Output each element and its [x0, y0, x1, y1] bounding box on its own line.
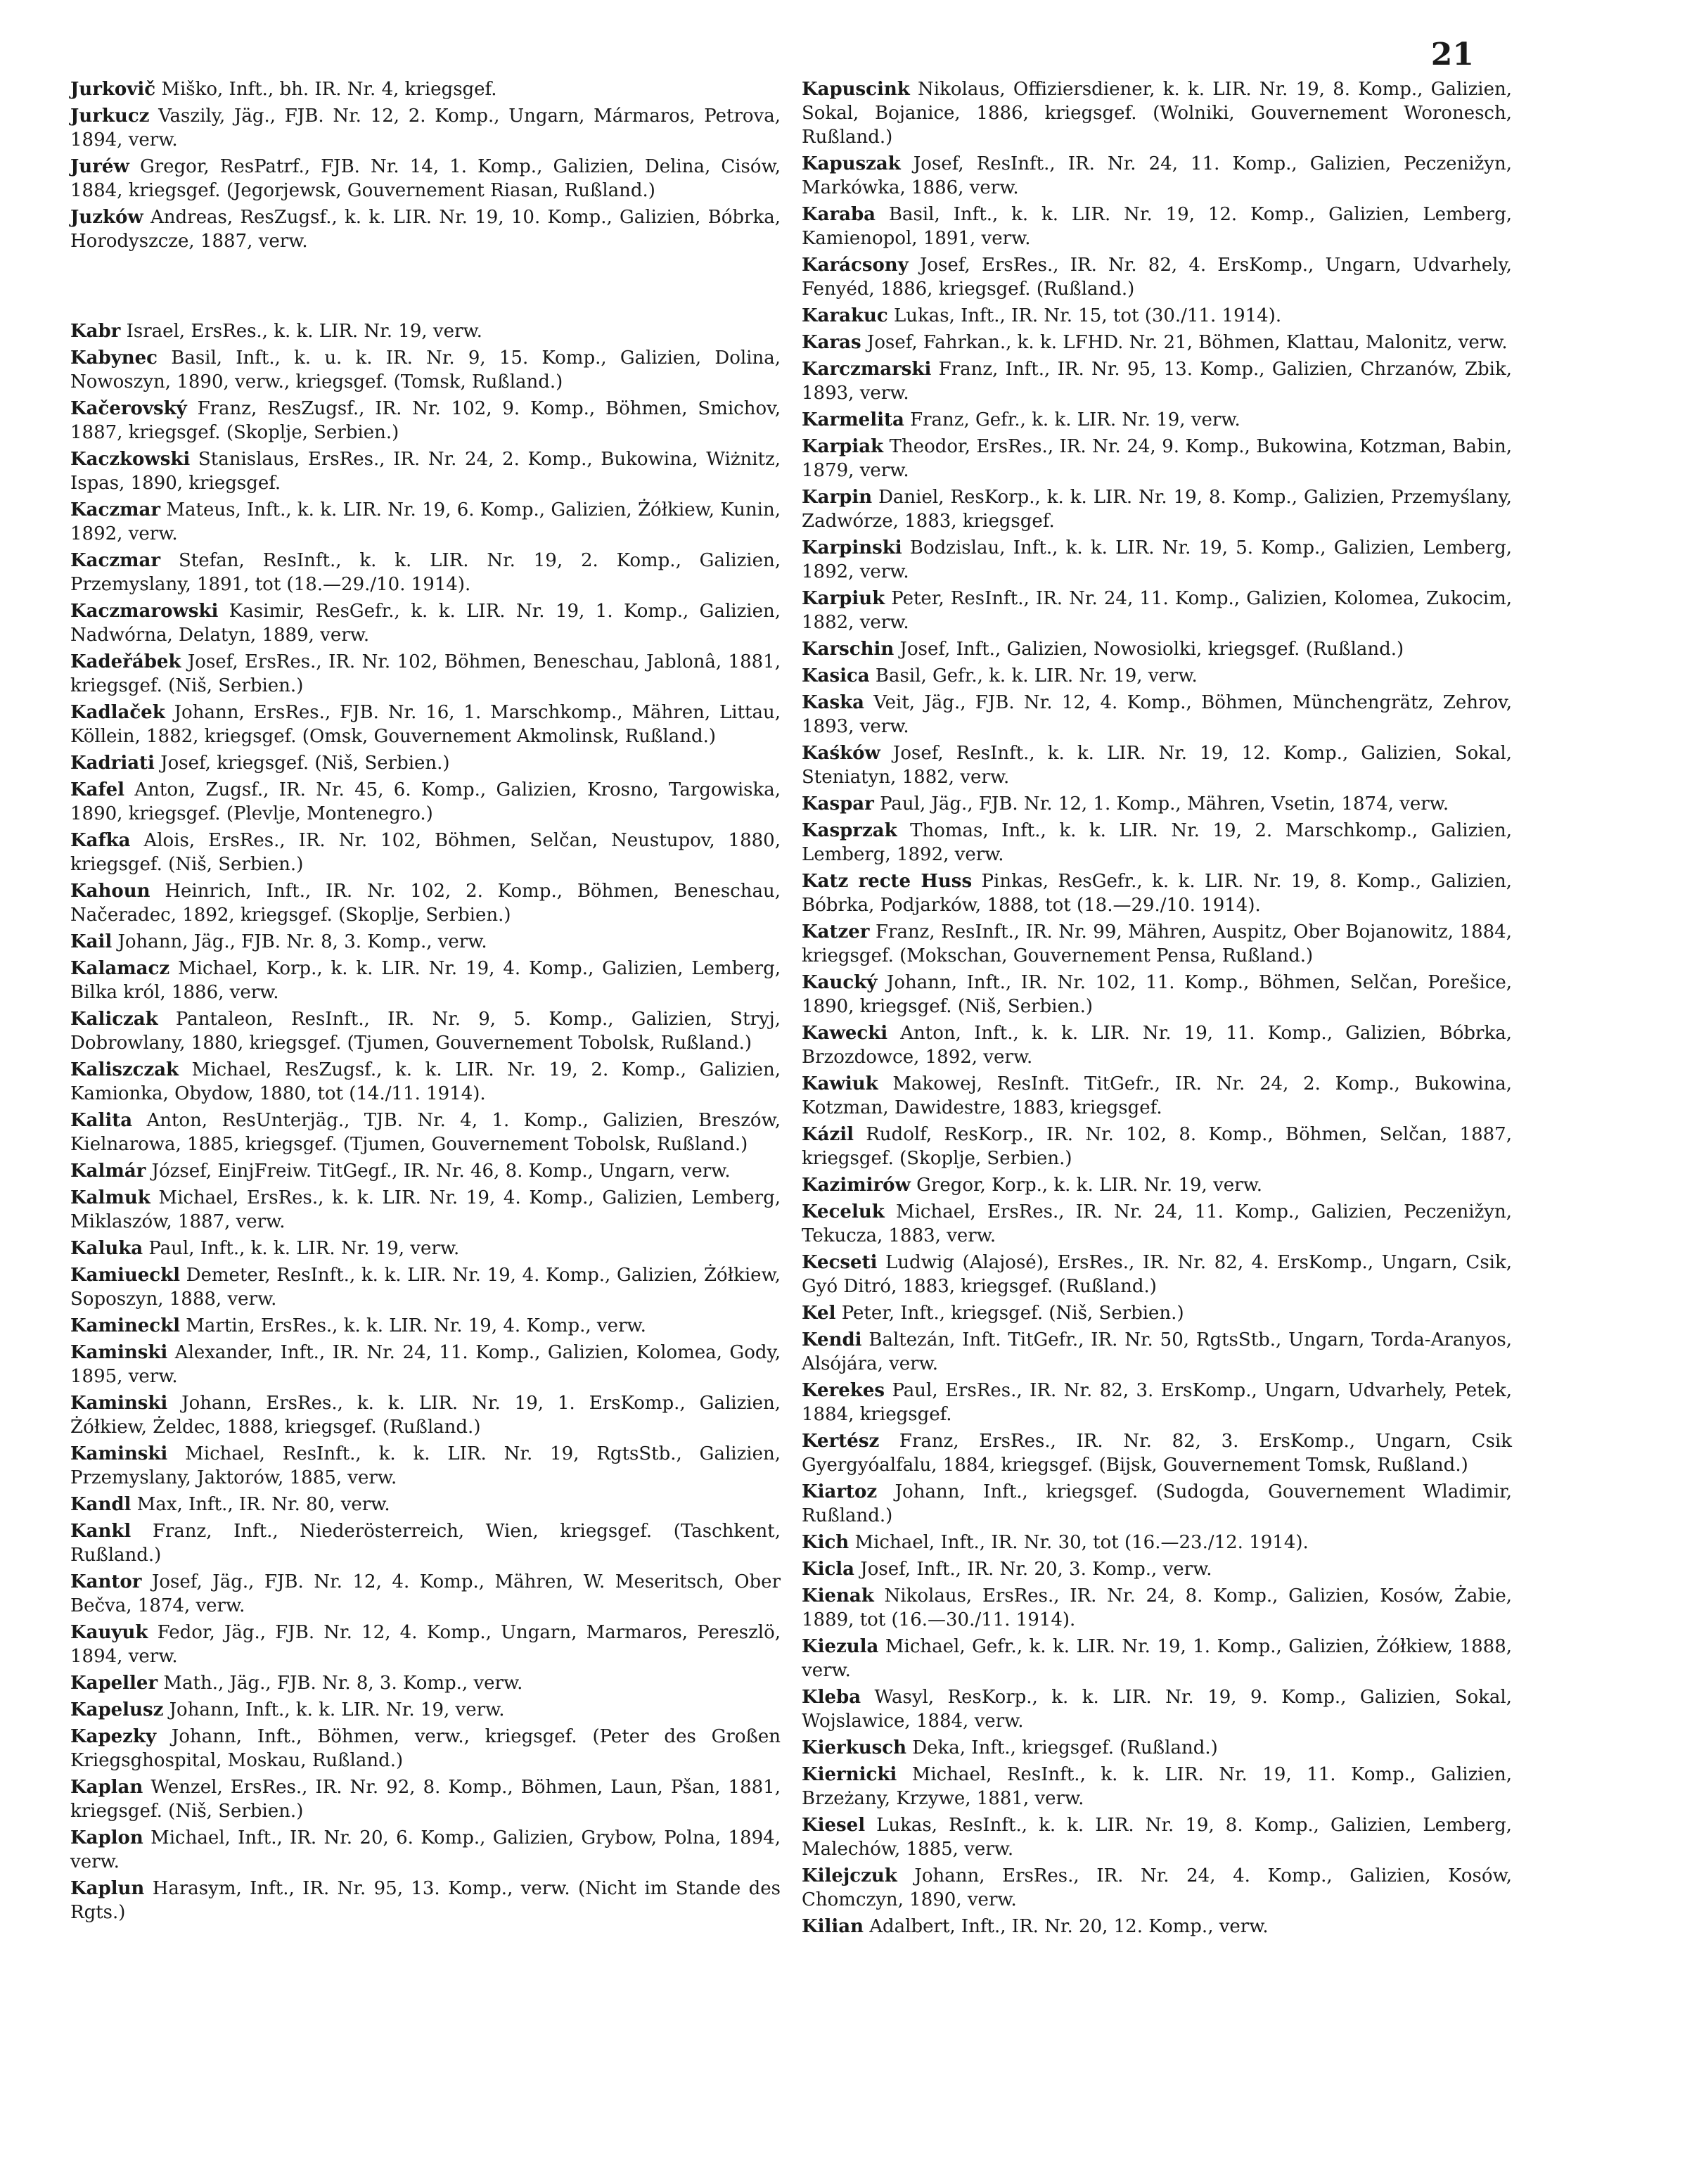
entry-surname: Karpin — [802, 487, 873, 508]
entry-surname: Kabynec — [70, 347, 158, 369]
entry-surname: Kawiuk — [802, 1073, 878, 1094]
register-entry — [70, 77, 781, 101]
entry-details: Israel, ErsRes., k. k. LIR. Nr. 19, verw. — [120, 321, 482, 342]
register-entry — [70, 1058, 781, 1106]
entry-details: Peter, Inft., kriegsgef. (Niš, Serbien.) — [835, 1303, 1184, 1324]
entry-details: Pinkas, ResGefr., k. k. LIR. Nr. 19, 8. Komp., Galizien, Bóbrka, Podjarków, 1888, tot (18.—29./10. 1914). — [802, 871, 1512, 916]
entry-surname: Kafel — [70, 779, 125, 800]
entry-surname: Katzer — [802, 921, 870, 943]
entry-details: Michael, ResZugsf., k. k. LIR. Nr. 19, 2. Komp., Galizien, Kamionka, Obydow, 1880, tot (14./11. 1914). — [70, 1059, 781, 1104]
register-entry — [70, 1391, 781, 1439]
entry-details: Johann, ErsRes., IR. Nr. 24, 4. Komp., Galizien, Kosów, Chomczyn, 1890, verw. — [802, 1865, 1512, 1910]
entry-details: Paul, Jäg., FJB. Nr. 12, 1. Komp., Mähren, Vsetin, 1874, verw. — [873, 793, 1449, 815]
register-entry — [70, 1314, 781, 1338]
entry-details: Michael, ErsRes., IR. Nr. 24, 11. Komp., Galizien, Peczenižyn, Tekucza, 1883, verw. — [802, 1201, 1512, 1246]
page-number: 21 — [1430, 37, 1474, 72]
section-gap — [70, 256, 781, 319]
entry-details: Deka, Inft., kriegsgef. (Rußland.) — [906, 1737, 1218, 1758]
entry-surname: Kalmár — [70, 1161, 146, 1182]
entry-surname: Kaminski — [70, 1393, 168, 1414]
entry-surname: Kaczmarowski — [70, 601, 219, 622]
entry-details: Franz, Inft., Niederösterreich, Wien, kriegsgef. (Taschkent, Rußland.) — [70, 1521, 781, 1566]
entry-details: Gregor, ResPatrf., FJB. Nr. 14, 1. Komp., Galizien, Delina, Cisów, 1884, kriegsgef. (Jegorjewsk, Gouvernement Riasan, Rußland.) — [70, 156, 781, 201]
entry-surname: Karakuc — [802, 305, 888, 326]
register-entry — [802, 1173, 1512, 1197]
register-entry — [802, 637, 1512, 661]
entry-details: Baltezán, Inft. TitGefr., IR. Nr. 50, RgtsStb., Ungarn, Torda-Aranyos, Alsójára, verw. — [802, 1329, 1512, 1374]
entry-surname: Kaucký — [802, 972, 878, 993]
entry-details: Franz, Gefr., k. k. LIR. Nr. 19, verw. — [904, 409, 1240, 430]
entry-surname: Kaczmar — [70, 499, 161, 521]
entry-surname: Kalamacz — [70, 958, 170, 979]
entry-details: Lukas, ResInft., k. k. LIR. Nr. 19, 8. Komp., Galizien, Lemberg, Malechów, 1885, verw. — [802, 1815, 1512, 1860]
register-entry — [802, 485, 1512, 533]
register-entry — [70, 1698, 781, 1722]
entry-details: Anton, Zugsf., IR. Nr. 45, 6. Komp., Galizien, Krosno, Targowiska, 1890, kriegsgef. (Plevlje, Montenegro.) — [70, 779, 781, 824]
entry-details: Josef, Inft., Galizien, Nowosiolki, kriegsgef. (Rußland.) — [894, 639, 1404, 660]
entry-details: Heinrich, Inft., IR. Nr. 102, 2. Komp., Böhmen, Beneschau, Načeradec, 1892, kriegsgef. (Skoplje, Serbien.) — [70, 881, 781, 926]
entry-surname: Jurkucz — [70, 106, 150, 127]
register-entry — [70, 1341, 781, 1388]
register-entry — [70, 1493, 781, 1516]
entry-surname: Kasica — [802, 665, 870, 687]
entry-surname: Kabr — [70, 321, 121, 342]
register-entry — [802, 1864, 1512, 1912]
register-entry — [802, 1763, 1512, 1811]
register-entry — [70, 346, 781, 394]
register-entry — [802, 1123, 1512, 1170]
entry-surname: Kiesel — [802, 1815, 866, 1836]
entry-surname: Kienak — [802, 1585, 874, 1607]
entry-details: Anton, Inft., k. k. LIR. Nr. 19, 11. Komp., Galizien, Bóbrka, Brzozdowce, 1892, verw. — [802, 1023, 1512, 1068]
register-entry — [802, 1021, 1512, 1069]
register-entry — [802, 819, 1512, 867]
entry-surname: Kadeřábek — [70, 651, 181, 672]
entry-surname: Kalita — [70, 1110, 133, 1131]
register-entry — [802, 1379, 1512, 1426]
left-column-main-group — [70, 319, 781, 1924]
entry-surname: Karácsony — [802, 255, 909, 276]
entry-details: Josef, Jäg., FJB. Nr. 12, 4. Komp., Mähren, W. Meseritsch, Ober Bečva, 1874, verw. — [70, 1571, 781, 1616]
left-column-top-group — [70, 77, 781, 253]
register-entry — [802, 1301, 1512, 1325]
register-entry — [70, 1621, 781, 1668]
entry-surname: Kecseti — [802, 1252, 878, 1273]
entry-surname: Karschin — [802, 639, 895, 660]
entry-details: Franz, ErsRes., IR. Nr. 82, 3. ErsKomp., Ungarn, Csik Gyergyóalfalu, 1884, kriegsgef. (Bijsk, Gouvernement Tomsk, Rußland.) — [802, 1431, 1512, 1476]
register-entry — [802, 408, 1512, 432]
entry-details: Johann, Inft., k. k. LIR. Nr. 19, verw. — [163, 1699, 505, 1720]
entry-surname: Karmelita — [802, 409, 904, 430]
register-entry — [802, 1429, 1512, 1477]
left-column — [70, 77, 781, 1927]
entry-surname: Kaspar — [802, 793, 874, 815]
register-entry — [802, 1531, 1512, 1554]
entry-surname: Kaplun — [70, 1878, 145, 1899]
register-entry — [70, 1263, 781, 1311]
register-entry — [70, 1186, 781, 1234]
register-entry — [802, 1736, 1512, 1760]
register-entry — [70, 447, 781, 495]
entry-details: Nikolaus, Offiziersdiener, k. k. LIR. Nr. 19, 8. Komp., Galizien, Sokal, Bojanice, 1886, kriegsgef. (Wolniki, Gouvernement Woronesch, Rußland.) — [802, 79, 1512, 148]
register-entry — [70, 1570, 781, 1618]
entry-details: Josef, ResInft., IR. Nr. 24, 11. Komp., Galizien, Peczenižyn, Markówka, 1886, verw. — [802, 153, 1512, 198]
register-entry — [802, 152, 1512, 200]
entry-surname: Kadlaček — [70, 702, 165, 723]
entry-details: Veit, Jäg., FJB. Nr. 12, 4. Komp., Böhmen, Münchengrätz, Zehrov, 1893, verw. — [802, 692, 1512, 737]
entry-details: Michael, Inft., IR. Nr. 20, 6. Komp., Galizien, Grybow, Polna, 1894, verw. — [70, 1827, 781, 1872]
register-entry — [70, 319, 781, 343]
entry-details: Josef, ResInft., k. k. LIR. Nr. 19, 12. Komp., Galizien, Sokal, Steniatyn, 1882, verw. — [802, 743, 1512, 788]
entry-details: Andreas, ResZugsf., k. k. LIR. Nr. 19, 10. Komp., Galizien, Bóbrka, Horodyszcze, 1887, verw. — [70, 207, 781, 252]
entry-details: Makowej, ResInft. TitGefr., IR. Nr. 24, 2. Komp., Bukowina, Kotzman, Dawidestre, 1883, kriegsgef. — [802, 1073, 1512, 1118]
entry-surname: Jurkovič — [70, 79, 156, 100]
register-entry — [802, 1480, 1512, 1528]
entry-surname: Kel — [802, 1303, 836, 1324]
register-entry — [802, 971, 1512, 1018]
entry-details: Josef, ErsRes., IR. Nr. 82, 4. ErsKomp., Ungarn, Udvarhely, Fenyéd, 1886, kriegsgef. (Rußland.) — [802, 255, 1512, 300]
register-entry — [802, 357, 1512, 405]
register-entry — [70, 155, 781, 203]
entry-details: Josef, ErsRes., IR. Nr. 102, Böhmen, Beneschau, Jablonâ, 1881, kriegsgef. (Niš, Serbien.) — [70, 651, 781, 696]
entry-surname: Keceluk — [802, 1201, 885, 1222]
register-entry — [802, 1328, 1512, 1376]
entry-details: Michael, Gefr., k. k. LIR. Nr. 19, 1. Komp., Galizien, Żółkiew, 1888, verw. — [802, 1636, 1512, 1681]
register-entry — [70, 1519, 781, 1567]
register-entry — [802, 1557, 1512, 1581]
entry-surname: Kasprzak — [802, 820, 897, 841]
register-entry — [802, 792, 1512, 816]
entry-details: Michael, ResInft., k. k. LIR. Nr. 19, 11. Komp., Galizien, Brzeżany, Krzywe, 1881, verw. — [802, 1764, 1512, 1809]
entry-surname: Kauyuk — [70, 1622, 148, 1643]
entry-details: Michael, Inft., IR. Nr. 30, tot (16.—23./12. 1914). — [849, 1532, 1309, 1553]
register-entry — [802, 304, 1512, 328]
register-entry — [70, 957, 781, 1004]
entry-details: Paul, ErsRes., IR. Nr. 82, 3. ErsKomp., Ungarn, Udvarhely, Petek, 1884, kriegsgef. — [802, 1380, 1512, 1425]
register-entry — [70, 879, 781, 927]
register-entry — [70, 104, 781, 152]
entry-surname: Karczmarski — [802, 359, 932, 380]
entry-details: Basil, Inft., k. u. k. IR. Nr. 9, 15. Komp., Galizien, Dolina, Nowoszyn, 1890, verw., kriegsgef. (Tomsk, Rußland.) — [70, 347, 781, 392]
register-entry — [70, 1877, 781, 1924]
entry-details: Johann, Inft., Böhmen, verw., kriegsgef. (Peter des Großen Kriegsghospital, Moskau, Rußland.) — [70, 1726, 781, 1771]
register-entry — [70, 1109, 781, 1156]
entry-surname: Kázil — [802, 1124, 854, 1145]
entry-details: Josef, Fahrkan., k. k. LFHD. Nr. 21, Böhmen, Klattau, Malonitz, verw. — [861, 332, 1508, 353]
register-entry — [802, 1915, 1512, 1939]
register-entry — [70, 1775, 781, 1823]
register-entry — [802, 691, 1512, 739]
entry-details: Stefan, ResInft., k. k. LIR. Nr. 19, 2. Komp., Galizien, Przemyslany, 1891, tot (18.—29./10. 1914). — [70, 550, 781, 595]
entry-details: Michael, ErsRes., k. k. LIR. Nr. 19, 4. Komp., Galizien, Lemberg, Miklaszów, 1887, verw. — [70, 1187, 781, 1232]
entry-surname: Kleba — [802, 1687, 861, 1708]
entry-details: Nikolaus, ErsRes., IR. Nr. 24, 8. Komp., Galizien, Kosów, Żabie, 1889, tot (16.—30./11. 1914). — [802, 1585, 1512, 1630]
entry-details: Franz, ResInft., IR. Nr. 99, Mähren, Auspitz, Ober Bojanowitz, 1884, kriegsgef. (Mokschan, Gouvernement Pensa, Rußland.) — [802, 921, 1512, 966]
entry-details: Math., Jäg., FJB. Nr. 8, 3. Komp., verw. — [158, 1673, 523, 1694]
entry-surname: Kandl — [70, 1494, 132, 1515]
entry-details: Basil, Inft., k. k. LIR. Nr. 19, 12. Komp., Galizien, Lemberg, Kamienopol, 1891, verw. — [802, 204, 1512, 249]
entry-surname: Kapuscink — [802, 79, 910, 100]
entry-surname: Katz recte Huss — [802, 871, 973, 892]
entry-surname: Kalmuk — [70, 1187, 150, 1208]
entry-details: Gregor, Korp., k. k. LIR. Nr. 19, verw. — [910, 1175, 1263, 1196]
entry-surname: Kaminski — [70, 1342, 168, 1363]
right-column — [802, 77, 1512, 1941]
entry-details: Martin, ErsRes., k. k. LIR. Nr. 19, 4. Komp., verw. — [180, 1315, 646, 1336]
entry-details: Fedor, Jäg., FJB. Nr. 12, 4. Komp., Ungarn, Marmaros, Pereszlö, 1894, verw. — [70, 1622, 781, 1667]
register-entry — [802, 1251, 1512, 1298]
register-entry — [802, 1685, 1512, 1733]
entry-surname: Kantor — [70, 1571, 142, 1592]
entry-surname: Kaczmar — [70, 550, 161, 571]
entry-details: Johann, ErsRes., k. k. LIR. Nr. 19, 1. ErsKomp., Galizien, Żółkiew, Żeldec, 1888, kriegsgef. (Rußland.) — [70, 1393, 781, 1438]
entry-surname: Kazimirów — [802, 1175, 911, 1196]
entry-surname: Kierkusch — [802, 1737, 907, 1758]
register-entry — [802, 1584, 1512, 1632]
entry-details: Miško, Inft., bh. IR. Nr. 4, kriegsgef. — [155, 79, 497, 100]
entry-surname: Kamineckl — [70, 1315, 180, 1336]
entry-surname: Kicla — [802, 1559, 855, 1580]
entry-surname: Kaczkowski — [70, 449, 191, 470]
entry-details: Alois, ErsRes., IR. Nr. 102, Böhmen, Selčan, Neustupov, 1880, kriegsgef. (Niš, Serbien.) — [70, 830, 781, 875]
register-entry — [70, 1826, 781, 1874]
register-entry — [802, 869, 1512, 917]
register-entry — [70, 650, 781, 698]
register-entry — [802, 664, 1512, 688]
entry-details: Ludwig (Alajosé), ErsRes., IR. Nr. 82, 4. ErsKomp., Ungarn, Csik, Gyó Ditró, 1883, kriegsgef. (Rußland.) — [802, 1252, 1512, 1297]
entry-details: Franz, Inft., IR. Nr. 95, 13. Komp., Galizien, Chrzanów, Zbik, 1893, verw. — [802, 359, 1512, 404]
entry-surname: Kaluka — [70, 1238, 143, 1259]
register-entry — [70, 701, 781, 748]
register-entry — [70, 205, 781, 253]
entry-details: Bodzislau, Inft., k. k. LIR. Nr. 19, 5. Komp., Galizien, Lemberg, 1892, verw. — [802, 537, 1512, 582]
entry-surname: Kaliszczak — [70, 1059, 179, 1080]
entry-surname: Kaminski — [70, 1443, 168, 1464]
entry-surname: Kaplon — [70, 1827, 143, 1848]
entry-details: Thomas, Inft., k. k. LIR. Nr. 19, 2. Marschkomp., Galizien, Lemberg, 1892, verw. — [802, 820, 1512, 865]
entry-surname: Kaplan — [70, 1777, 143, 1798]
register-entry — [802, 587, 1512, 634]
entry-surname: Kiartoz — [802, 1481, 878, 1502]
entry-surname: Kamiueckl — [70, 1265, 180, 1286]
entry-details: Daniel, ResKorp., k. k. LIR. Nr. 19, 8. Komp., Galizien, Przemyślany, Zadwórze, 1883, kriegsgef. — [802, 487, 1512, 532]
entry-details: Josef, Inft., IR. Nr. 20, 3. Komp., verw. — [854, 1559, 1212, 1580]
entry-surname: Kaska — [802, 692, 864, 713]
register-entry — [70, 930, 781, 954]
entry-surname: Kačerovský — [70, 398, 187, 419]
register-entry — [70, 1671, 781, 1695]
entry-details: Michael, ResInft., k. k. LIR. Nr. 19, RgtsStb., Galizien, Przemyslany, Jaktorów, 1885, verw. — [70, 1443, 781, 1488]
entry-details: Johann, Inft., kriegsgef. (Sudogda, Gouvernement Wladimir, Rußland.) — [802, 1481, 1512, 1526]
register-entry — [70, 829, 781, 876]
entry-surname: Kilejczuk — [802, 1865, 897, 1886]
entry-details: Wenzel, ErsRes., IR. Nr. 92, 8. Komp., Böhmen, Laun, Pšan, 1881, kriegsgef. (Niš, Serbien.) — [70, 1777, 781, 1822]
entry-surname: Kafka — [70, 830, 131, 851]
entry-details: Wasyl, ResKorp., k. k. LIR. Nr. 19, 9. Komp., Galizien, Sokal, Wojslawice, 1884, verw. — [802, 1687, 1512, 1732]
register-entry — [802, 920, 1512, 968]
register-entry — [70, 751, 781, 775]
register-entry — [70, 549, 781, 596]
entry-surname: Kertész — [802, 1431, 880, 1452]
register-entry — [70, 498, 781, 546]
entry-surname: Kapeller — [70, 1673, 158, 1694]
register-entry — [70, 778, 781, 826]
entry-surname: Karpiak — [802, 436, 884, 457]
entry-surname: Kiernicki — [802, 1764, 897, 1785]
entry-details: Kasimir, ResGefr., k. k. LIR. Nr. 19, 1. Komp., Galizien, Nadwórna, Delatyn, 1889, verw. — [70, 601, 781, 646]
entry-details: Johann, Jäg., FJB. Nr. 8, 3. Komp., verw. — [112, 931, 487, 952]
entry-surname: Kich — [802, 1532, 850, 1553]
entry-details: Franz, ResZugsf., IR. Nr. 102, 9. Komp., Böhmen, Smichov, 1887, kriegsgef. (Skoplje, Serbien.) — [70, 398, 781, 443]
entry-surname: Kiezula — [802, 1636, 879, 1657]
entry-surname: Karpinski — [802, 537, 902, 558]
register-entry — [802, 203, 1512, 250]
entry-details: Michael, Korp., k. k. LIR. Nr. 19, 4. Komp., Galizien, Lemberg, Bilka król, 1886, verw. — [70, 958, 781, 1003]
entry-surname: Kail — [70, 931, 113, 952]
entry-surname: Kendi — [802, 1329, 862, 1350]
entry-details: Vaszily, Jäg., FJB. Nr. 12, 2. Komp., Ungarn, Mármaros, Petrova, 1894, verw. — [70, 106, 781, 151]
register-entry — [802, 1813, 1512, 1861]
entry-details: Harasym, Inft., IR. Nr. 95, 13. Komp., verw. (Nicht im Stande des Rgts.) — [70, 1878, 781, 1923]
entry-surname: Juzków — [70, 207, 143, 228]
register-entry — [70, 1007, 781, 1055]
register-entry — [70, 397, 781, 445]
entry-surname: Kadriati — [70, 753, 155, 774]
register-entry — [802, 253, 1512, 301]
register-entry — [70, 1725, 781, 1773]
entry-details: Demeter, ResInft., k. k. LIR. Nr. 19, 4. Komp., Galizien, Żółkiew, Soposzyn, 1888, verw. — [70, 1265, 781, 1310]
entry-details: Rudolf, ResKorp., IR. Nr. 102, 8. Komp., Böhmen, Selčan, 1887, kriegsgef. (Skoplje, Serbien.) — [802, 1124, 1512, 1169]
register-entry — [802, 77, 1512, 149]
register-entry — [802, 1635, 1512, 1682]
entry-surname: Kaliczak — [70, 1009, 158, 1030]
entry-details: Johann, Inft., IR. Nr. 102, 11. Komp., Böhmen, Selčan, Porešice, 1890, kriegsgef. (Niš, Serbien.) — [802, 972, 1512, 1017]
entry-details: Johann, ErsRes., FJB. Nr. 16, 1. Marschkomp., Mähren, Littau, Köllein, 1882, kriegsgef. (Omsk, Gouvernement Akmolinsk, Rußland.) — [70, 702, 781, 747]
entry-surname: Kapelusz — [70, 1699, 164, 1720]
register-entry — [802, 435, 1512, 483]
register-entry — [70, 599, 781, 647]
entry-surname: Juréw — [70, 156, 129, 177]
entry-surname: Kapuszak — [802, 153, 901, 174]
entry-details: Max, Inft., IR. Nr. 80, verw. — [131, 1494, 390, 1515]
entry-details: Alexander, Inft., IR. Nr. 24, 11. Komp., Galizien, Kolomea, Gody, 1895, verw. — [70, 1342, 781, 1387]
entry-details: Peter, ResInft., IR. Nr. 24, 11. Komp., Galizien, Kolomea, Zukocim, 1882, verw. — [802, 588, 1512, 633]
register-entry — [802, 331, 1512, 355]
entry-details: Pantaleon, ResInft., IR. Nr. 9, 5. Komp., Galizien, Stryj, Dobrowlany, 1880, kriegsgef. (Tjumen, Gouvernement Tobolsk, Rußland.) — [70, 1009, 781, 1054]
entry-details: Josef, kriegsgef. (Niš, Serbien.) — [154, 753, 450, 774]
register-entry — [70, 1159, 781, 1183]
entry-surname: Kilian — [802, 1916, 864, 1937]
entry-details: Mateus, Inft., k. k. LIR. Nr. 19, 6. Komp., Galizien, Żółkiew, Kunin, 1892, verw. — [70, 499, 781, 544]
entry-surname: Karaba — [802, 204, 876, 225]
entry-details: Adalbert, Inft., IR. Nr. 20, 12. Komp., verw. — [863, 1916, 1269, 1937]
register-entry — [802, 1072, 1512, 1120]
entry-details: Lukas, Inft., IR. Nr. 15, tot (30./11. 1914). — [887, 305, 1282, 326]
entry-details: Stanislaus, ErsRes., IR. Nr. 24, 2. Komp., Bukowina, Wiżnitz, Ispas, 1890, kriegsgef. — [70, 449, 781, 494]
register-entry — [70, 1237, 781, 1260]
entry-surname: Kerekes — [802, 1380, 885, 1401]
entry-surname: Karpiuk — [802, 588, 885, 609]
register-entry — [802, 536, 1512, 584]
entry-details: Anton, ResUnterjäg., TJB. Nr. 4, 1. Komp., Galizien, Breszów, Kielnarowa, 1885, kriegsgef. (Tjumen, Gouvernement Tobolsk, Rußland.) — [70, 1110, 781, 1155]
register-entry — [70, 1442, 781, 1490]
entry-surname: Kahoun — [70, 881, 150, 902]
register-entry — [802, 741, 1512, 789]
entry-surname: Kaśków — [802, 743, 880, 764]
entry-surname: Karas — [802, 332, 861, 353]
entry-surname: Kawecki — [802, 1023, 888, 1044]
entry-details: Paul, Inft., k. k. LIR. Nr. 19, verw. — [143, 1238, 460, 1259]
entry-details: József, EinjFreiw. TitGegf., IR. Nr. 46, 8. Komp., Ungarn, verw. — [146, 1161, 731, 1182]
entry-details: Theodor, ErsRes., IR. Nr. 24, 9. Komp., Bukowina, Kotzman, Babin, 1879, verw. — [802, 436, 1512, 481]
entry-details: Basil, Gefr., k. k. LIR. Nr. 19, verw. — [869, 665, 1198, 687]
entry-surname: Kankl — [70, 1521, 132, 1542]
register-entry — [802, 1200, 1512, 1248]
entry-surname: Kapezky — [70, 1726, 157, 1747]
right-column-group — [802, 77, 1512, 1939]
